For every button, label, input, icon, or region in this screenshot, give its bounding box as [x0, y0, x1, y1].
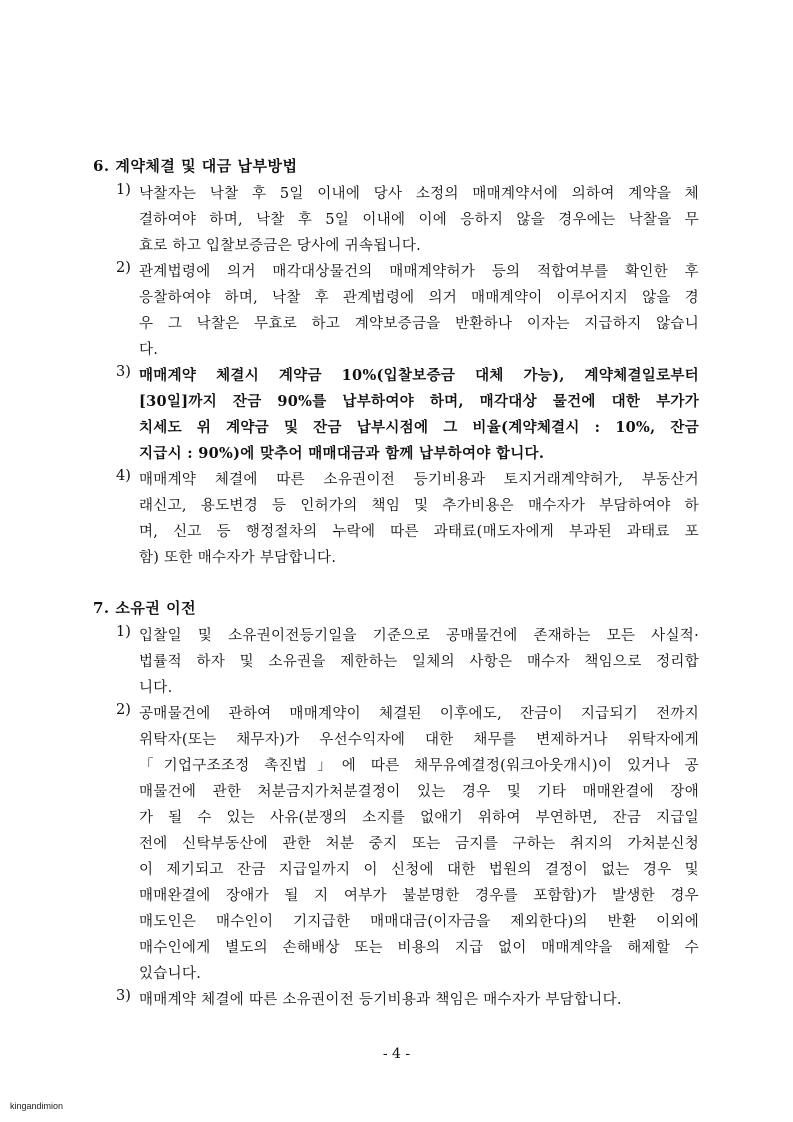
paragraph-line-bold: 지급시 : 90%)에 맞추어 매매대금과 함께 납부하여야 합니다. [139, 445, 545, 462]
section-title: 7. 소유권 이전 [93, 599, 197, 617]
paragraph-line: 며, 신고 등 행정절차의 누락에 따른 과태료(매도자에게 부과된 과태료 포 [139, 524, 699, 540]
paragraph-line: 우 그 낙찰은 무효로 하고 계약보증금을 반환하나 이자는 지급하지 않습니 [139, 316, 699, 332]
paragraph-line-bold: 치세도 위 계약금 및 잔금 납부시점에 그 비율(계약체결시 : 10%, 잔금 [139, 419, 699, 436]
paragraph-line: 있습니다. [139, 966, 202, 982]
paragraph-line: 결하여야 하며, 낙찰 후 5일 이내에 이에 응하지 않을 경우에는 낙찰을 무 [139, 212, 699, 228]
paragraph-line: 가 될 수 있는 사유(분쟁의 소지를 없애기 위하여 부연하면, 잔금 지급일 [139, 810, 699, 826]
paragraph-line: 매매완결에 장애가 될 지 여부가 불분명한 경우를 포함함)가 발생한 경우 [139, 888, 699, 904]
paragraph-line: 다. [139, 342, 159, 358]
paragraph-line-bold: [30일]까지 잔금 90%를 납부하여야 하며, 매각대상 물건에 대한 부가가 [139, 393, 699, 410]
paragraph-line: 매매계약 체결에 따른 소유권이전 등기비용과 토지거래계약허가, 부동산거 [139, 472, 699, 488]
item-number: 2) [116, 702, 131, 718]
item-number: 3) [116, 364, 131, 380]
paragraph-line: 매수인에게 별도의 손해배상 또는 비용의 지급 없이 매매계약을 해제할 수 [139, 940, 699, 956]
paragraph-line: 관계법령에 의거 매각대상물건의 매매계약허가 등의 적합여부를 확인한 후 [139, 264, 699, 280]
item-number: 1) [116, 182, 131, 198]
paragraph-line: 이 제기되고 잔금 지급일까지 이 신청에 대한 법원의 결정이 없는 경우 및 [139, 862, 699, 878]
item-number: 1) [116, 624, 131, 640]
item-number: 3) [116, 988, 131, 1004]
paragraph-line: 위탁자(또는 채무자)가 우선수익자에 대한 채무를 변제하거나 위탁자에게 [139, 732, 699, 748]
paragraph-line: 효로 하고 입찰보증금은 당사에 귀속됩니다. [139, 238, 422, 254]
paragraph-line: 「기업구조조정 촉진법」에 따른 채무유예결정(워크아웃개시)이 있거나 공 [139, 758, 699, 774]
page-number: - 4 - [382, 1046, 411, 1062]
paragraph-line: 전에 신탁부동산에 관한 처분 중지 또는 금지를 구하는 취지의 가처분신청 [139, 836, 699, 852]
paragraph-line: 공매물건에 관하여 매매계약이 체결된 이후에도, 잔금이 지급되기 전까지 [139, 706, 699, 722]
paragraph-line: 법률적 하자 및 소유권을 제한하는 일체의 사항은 매수자 책임으로 정리합 [139, 654, 699, 670]
paragraph-line: 매매계약 체결에 따른 소유권이전 등기비용과 책임은 매수자가 부담합니다. [139, 992, 622, 1008]
paragraph-line: 매도인은 매수인이 기지급한 매매대금(이자금을 제외한다)의 반환 이외에 [139, 914, 699, 930]
item-number: 4) [116, 468, 131, 484]
section-title: 6. 계약체결 및 대금 납부방법 [93, 157, 298, 175]
paragraph-line: 낙찰자는 낙찰 후 5일 이내에 당사 소정의 매매계약서에 의하여 계약을 체 [139, 186, 699, 202]
paragraph-line: 응찰하여야 하며, 낙찰 후 관계법령에 의거 매매계약이 이루어지지 않을 경 [139, 290, 699, 306]
paragraph-line: 래신고, 용도변경 등 인허가의 책임 및 추가비용은 매수자가 부담하여야 하 [139, 498, 699, 514]
paragraph-line-bold: 매매계약 체결시 계약금 10%(입찰보증금 대체 가능), 계약체결일로부터 [139, 367, 699, 384]
paragraph-line: 입찰일 및 소유권이전등기일을 기준으로 공매물건에 존재하는 모든 사실적· [139, 628, 699, 644]
paragraph-line: 니다. [139, 680, 173, 696]
paragraph-line: 매물건에 관한 처분금지가처분결정이 있는 경우 및 기타 매매완결에 장애 [139, 784, 699, 800]
watermark-text: kingandimion [10, 1101, 64, 1111]
paragraph-line: 함) 또한 매수자가 부담합니다. [139, 550, 337, 566]
item-number: 2) [116, 260, 131, 276]
